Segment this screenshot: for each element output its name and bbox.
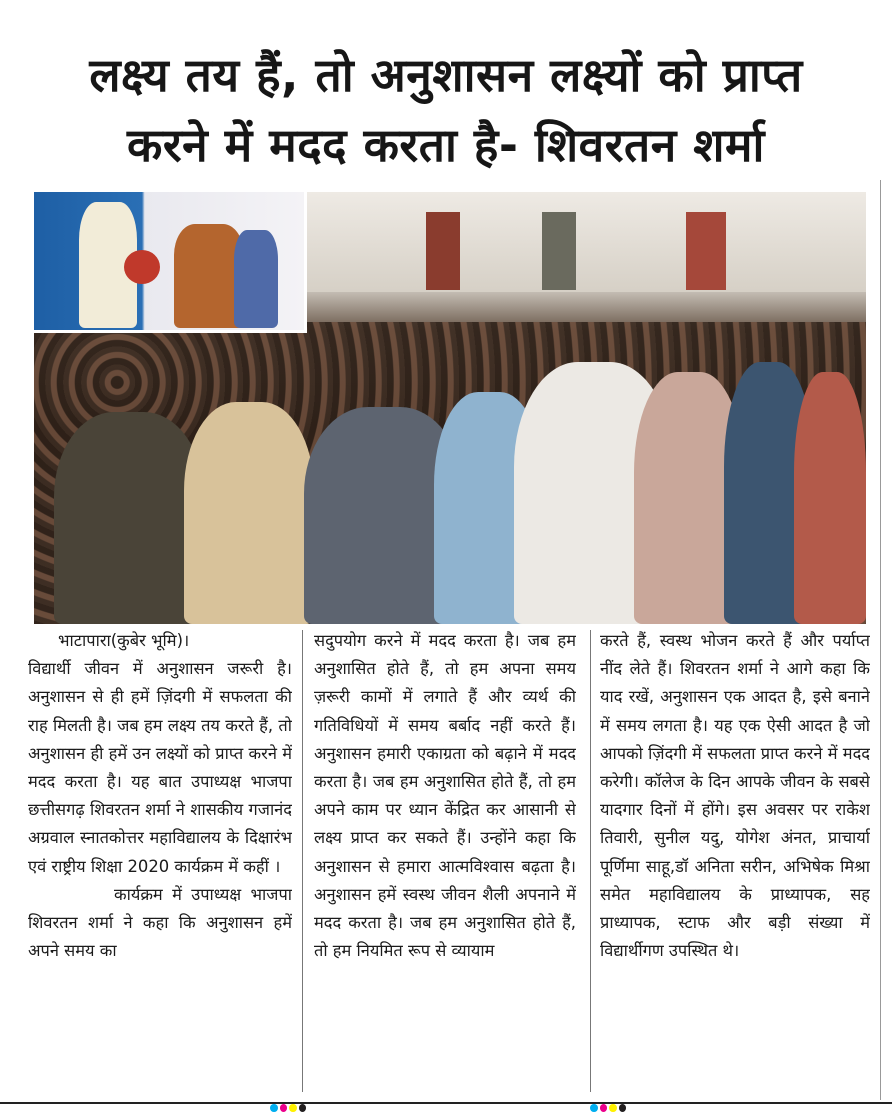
hall-wall xyxy=(304,192,866,292)
inset-photo-felicitation xyxy=(34,192,307,333)
article-column-2 xyxy=(314,627,576,1097)
column-divider xyxy=(590,630,591,1092)
wall-poster xyxy=(542,212,576,290)
color-registration-marks xyxy=(270,1104,306,1112)
dateline: भाटापारा(कुबेर भूमि)। xyxy=(58,631,190,650)
event-photo xyxy=(34,192,866,624)
column-divider xyxy=(302,630,303,1092)
wall-poster xyxy=(686,212,726,290)
footer-rule xyxy=(0,1102,892,1104)
headline-line-1: लक्ष्य तय हैं, तो अनुशासन लक्ष्यों को प्राप्त xyxy=(89,48,803,102)
guest-figure xyxy=(234,230,278,328)
wall-poster xyxy=(426,212,460,290)
paragraph: करते हैं, स्वस्थ भोजन करते हैं और पर्याप्त नींद लेते हैं। शिवरतन शर्मा ने आगे कहा कि याद रखें, अनुशासन एक आदत है, इसे बनाने में समय लगता है। यह एक ऐसी आदत है जो आपको ज़िंदगी में सफलता प्राप्त करने में मदद करेगी। कॉलेज के दिन आपके जीवन के सबसे यादगार दिनों में होंगे। इस अवसर पर राकेश तिवारी, सुनील यदु, योगेश अंनत, प्राचार्या पूर्णिमा साहू,डॉ अनिता सरीन, अभिषेक मिश्रा समेत महाविद्यालय के प्राध्यापक, सह प्राध्यापक, स्टाफ और बड़ी संख्या में विद्यार्थीगण उपस्थित थे। xyxy=(600,631,870,961)
page-edge-rule xyxy=(880,180,881,1100)
article-column-3 xyxy=(600,627,870,1097)
paragraph: विद्यार्थी जीवन में अनुशासन जरूरी है। अनुशासन से ही हमें ज़िंदगी में सफलता की राह मिलती है। जब हम लक्ष्य तय करते हैं, तो अनुशासन ही हमें उन लक्ष्यों को प्राप्त करने में मदद करता है। यह बात उपाध्यक्ष भाजपा छत्तीसगढ़ शिवरतन शर्मा ने शासकीय गजानंद अग्रवाल स्नातकोत्तर महाविद्यालय के दिक्षारंभ एवं राष्ट्रीय शिक्षा 2020 कार्यक्रम में कहीं । xyxy=(28,659,292,876)
paragraph: कार्यक्रम में उपाध्यक्ष भाजपा शिवरतन शर्मा ने कहा कि अनुशासन हमें अपने समय का xyxy=(28,884,292,961)
article-column-1 xyxy=(28,627,292,1097)
color-registration-marks xyxy=(590,1104,626,1112)
audience-member xyxy=(794,372,866,624)
article-body xyxy=(26,627,870,1097)
paragraph: सदुपयोग करने में मदद करता है। जब हम अनुशासित होते हैं, तो हम अपना समय ज़रूरी कामों में लगाते हैं और व्यर्थ की गतिविधियों में समय बर्बाद नहीं करते हैं। अनुशासन हमारी एकाग्रता को बढ़ाने में मदद करता है। जब हम अनुशासित होते हैं, तो हम अपने काम पर ध्यान केंद्रित कर आसानी से लक्ष्य प्राप्त कर सकते हैं। उन्होंने कहा कि अनुशासन से हमारा आत्मविश्वास बढ़ता है। अनुशासन हमें स्वस्थ जीवन शैली अपनाने में मदद करता है। जब हम अनुशासित होते हैं, तो हम नियमित रूप से व्यायाम xyxy=(314,631,576,961)
headline xyxy=(0,40,892,180)
headline-line-2: करने में मदद करता है- शिवरतन शर्मा xyxy=(127,118,765,172)
audience-member xyxy=(54,412,204,624)
audience-member xyxy=(184,402,314,624)
bouquet xyxy=(124,250,160,284)
